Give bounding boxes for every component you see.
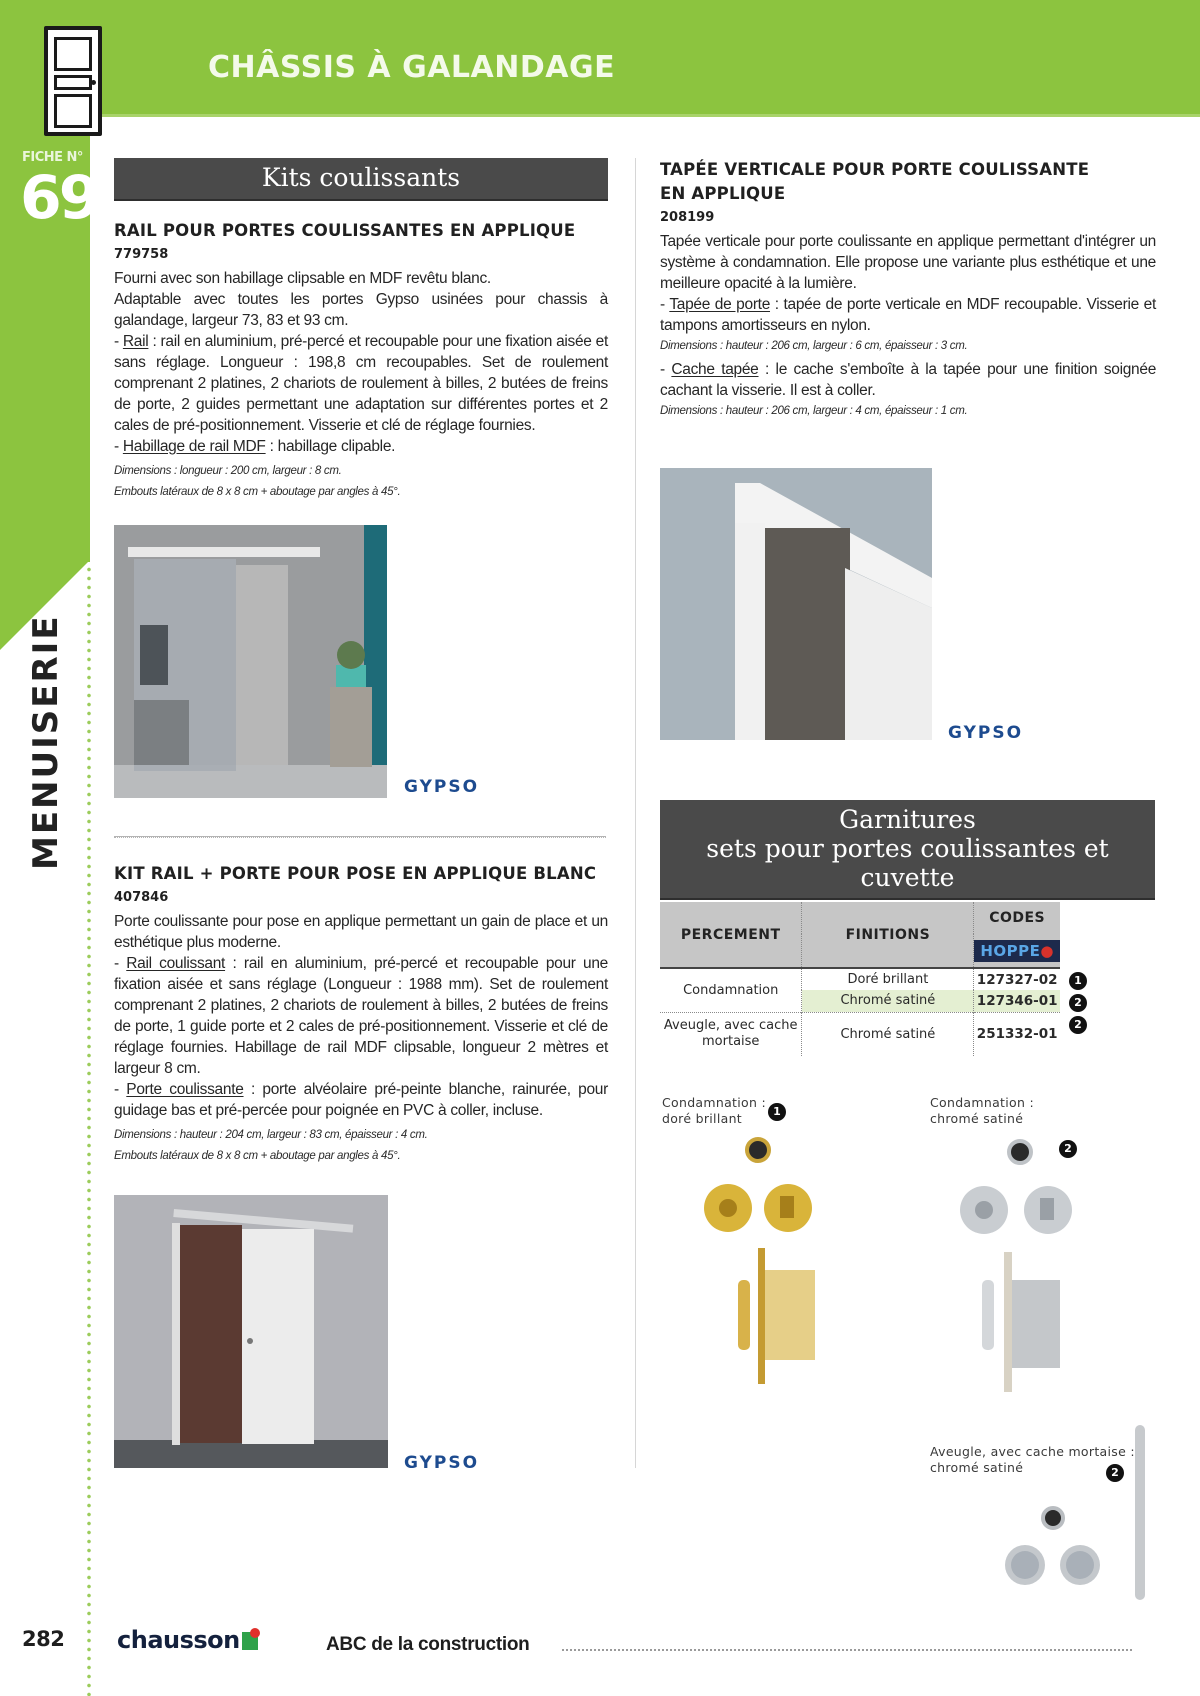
feature-text: : tapée de porte verticale en MDF recoupable. Visserie et tampons amortisseurs en nylon.: [660, 295, 1156, 334]
product-title: RAIL POUR PORTES COULISSANTES EN APPLIQUE: [114, 220, 576, 240]
product-title: [660, 158, 1156, 206]
feature-item: - Rail coulissant : rail en aluminium, pré-percé et recoupable pour une fixation aisée et sans réglage (Longueur : 1988 mm). Set de roulement comprenant 2 platines, 2 chariots de roulement à billes, 2 butées de freins de porte, 1 guide porte et 2 cales de pré-positionnement. Visserie et clé de réglage fournies. Habillage de rail MDF clipsable, longueur 2 mètres et largeur 8 cm.: [114, 954, 608, 1077]
feature-term: Rail: [122, 332, 149, 350]
cell-code: 251332-01: [974, 1012, 1060, 1056]
description-line: Adaptable avec toutes les portes Gypso usinées pour chassis à galandage, largeur 73, 83 et 93 cm.: [114, 290, 608, 329]
section-banner-garnitures: [660, 800, 1155, 900]
ref-badge: 2: [1069, 1016, 1087, 1034]
header-codes: CODES: [974, 902, 1060, 934]
header-band: [0, 0, 1200, 117]
product-rail: [114, 219, 608, 503]
feature-text: : rail en aluminium, pré-percé et recoupable pour une fixation aisée et sans réglage (Longueur : 1988 mm). Set de roulement comprenant 2 platines, 2 chariots de roulement à billes, 2 butées de freins de porte, 1 guide porte et 2 cales de pré-positionnement. Visserie et clé de réglage fournies. Habillage de rail MDF clipsable, longueur 2 mètres et largeur 8 cm.: [114, 954, 608, 1077]
description-line: Tapée verticale pour porte coulissante en applique permettant d'intégrer un système à condamnation. Elle propose une variante plus esthétique et une meilleure opacité à la lumière.: [660, 232, 1156, 292]
cell-percement: Condamnation: [660, 968, 802, 1012]
dimension-line: Embouts latéraux de 8 x 8 cm + aboutage par angles à 45°.: [114, 1149, 401, 1162]
caption-condamnation-dore: Condamnation : doré brillant: [662, 1095, 766, 1126]
sliding-glass-door-illustration: [114, 525, 387, 798]
product-description: [114, 268, 608, 457]
gold-lock-set-illustration: [690, 1130, 830, 1390]
product-dimensions: [114, 1125, 608, 1167]
feature-item: - Porte coulissante : porte alvéolaire pré-peinte blanche, rainurée, pour guidage bas et pré-percée pour poignée en PVC à coller, incluse.: [114, 1080, 608, 1119]
right-column: [660, 158, 1156, 422]
product-description: [660, 359, 1156, 401]
chausson-house-icon: [242, 1632, 258, 1650]
banner-line: sets pour portes coulissantes et cuvette: [706, 833, 1109, 892]
hoppe-logo: HOPPE●: [974, 940, 1060, 962]
product-code: 208199: [660, 209, 715, 225]
feature-term: Tapée de porte: [669, 295, 771, 313]
cell-finition: Chromé satiné: [802, 990, 974, 1012]
table-row: [660, 1012, 1060, 1056]
description-line: Fourni avec son habillage clipsable en MDF revêtu blanc.: [114, 269, 491, 287]
product-title-line: TAPÉE VERTICALE POUR PORTE COULISSANTE: [660, 160, 1090, 179]
fiche-label: FICHE N°: [22, 150, 83, 165]
product-code: 407846: [114, 889, 169, 905]
feature-term: Habillage de rail MDF: [122, 437, 266, 455]
cell-percement: Aveugle, avec cache mortaise: [660, 1012, 802, 1056]
left-column: [114, 158, 608, 503]
page-title: CHÂSSIS À GALANDAGE: [208, 50, 616, 85]
page-number: 282: [22, 1627, 65, 1651]
dimension-line: Embouts latéraux de 8 x 8 cm + aboutage par angles à 45°.: [114, 485, 401, 498]
dimension-line: Dimensions : hauteur : 204 cm, largeur : 83 cm, épaisseur : 4 cm.: [114, 1128, 428, 1141]
feature-text: : porte alvéolaire pré-peinte blanche, rainurée, pour guidage bas et pré-percée pour poignée en PVC à coller, incluse.: [114, 1080, 608, 1119]
product-photo-kit: [114, 1195, 388, 1468]
footer-dotted-rule: [562, 1649, 1132, 1651]
dimension-line: Dimensions : longueur : 200 cm, largeur : 8 cm.: [114, 464, 342, 477]
description-line: Porte coulissante pour pose en applique permettant un gain de place et un esthétique plus moderne.: [114, 912, 608, 951]
cell-code: 127346-01: [974, 990, 1060, 1012]
cell-finition: Doré brillant: [802, 968, 974, 990]
feature-item: - Tapée de porte : tapée de porte verticale en MDF recoupable. Visserie et tampons amortisseurs en nylon.: [660, 295, 1156, 334]
door-icon: [44, 26, 102, 136]
ref-badge: 2: [1069, 994, 1087, 1012]
section-banner-kits: Kits coulissants: [114, 158, 608, 201]
caption-condamnation-chrome: Condamnation : chromé satiné: [930, 1095, 1034, 1126]
header-rule: [90, 114, 1200, 117]
product-description: [114, 911, 608, 1121]
feature-term: Rail coulissant: [126, 954, 226, 972]
product-separator: [114, 836, 606, 838]
feature-text: : habillage clipable.: [265, 437, 396, 455]
ref-badge: 2: [1059, 1140, 1077, 1158]
product-kit-rail-porte: [114, 862, 608, 1167]
product-photo-rail: [114, 525, 387, 798]
header-percement: PERCEMENT: [660, 902, 802, 968]
footer-tagline: ABC de la construction: [326, 1634, 530, 1655]
feature-text: : rail en aluminium, pré-percé et recoupable pour une fixation aisée et sans réglage. Longueur : 198,8 cm recoupables. Set de roulement comprenant 2 platines, 2 chariots de roulement à billes, 2 butées de freins de porte, 2 guides permettant une adaptation sur différentes portes et 2 cales de pré-positionnement. Visserie et clé de réglage fournies.: [114, 332, 608, 434]
chrome-lock-set-illustration: [950, 1130, 1090, 1400]
feature-item: - Rail : rail en aluminium, pré-percé et recoupable pour une fixation aisée et sans réglage. Longueur : 198,8 cm recoupables. Set de roulement comprenant 2 platines, 2 chariots de roulement à billes, 2 butées de freins de porte, 2 guides permettant une adaptation sur différentes portes et 2 cales de pré-positionnement. Visserie et clé de réglage fournies.: [114, 332, 608, 434]
brand-logo-gypso: GYPSO: [948, 723, 1024, 743]
product-dimensions: Dimensions : hauteur : 206 cm, largeur : 6 cm, épaisseur : 3 cm.: [660, 339, 968, 352]
product-title-line: EN APPLIQUE: [660, 183, 786, 203]
feature-text: : le cache s'emboîte à la tapée pour une finition soignée cachant la visserie. Il est à coller.: [660, 360, 1157, 399]
sliding-white-door-illustration: [114, 1195, 388, 1468]
category-label: MENUISERIE: [26, 614, 66, 870]
fiche-number: 69: [20, 163, 98, 233]
brand-logo-gypso: GYPSO: [404, 777, 480, 797]
header-brand: [974, 934, 1060, 968]
ref-badge: 1: [768, 1103, 786, 1121]
brand-logo-gypso: GYPSO: [404, 1453, 480, 1473]
feature-term: Cache tapée: [671, 360, 759, 378]
column-divider: [635, 158, 636, 1468]
cell-code: 127327-02: [974, 968, 1060, 990]
product-dimensions: [114, 461, 608, 503]
banner-line: Garnitures: [839, 805, 976, 834]
cell-finition: Chromé satiné: [802, 1012, 974, 1056]
door-frame-illustration: [660, 468, 932, 740]
product-title: KIT RAIL + PORTE POUR POSE EN APPLIQUE BLANC: [114, 864, 597, 883]
table-row: [660, 968, 1060, 990]
ref-badge: 2: [1106, 1464, 1124, 1482]
ref-badge: 1: [1069, 972, 1087, 990]
feature-term: Porte coulissante: [126, 1080, 244, 1098]
product-code: 779758: [114, 246, 169, 262]
feature-item: - Habillage de rail MDF : habillage clipable.: [114, 437, 396, 455]
chausson-logo: chausson: [117, 1626, 258, 1654]
product-dimensions: Dimensions : hauteur : 206 cm, largeur : 4 cm, épaisseur : 1 cm.: [660, 404, 968, 417]
blind-pull-set-illustration: [1000, 1420, 1160, 1605]
feature-item: - Cache tapée : le cache s'emboîte à la tapée pour une finition soignée cachant la visserie. Il est à coller.: [660, 360, 1157, 399]
header-finitions: FINITIONS: [802, 902, 974, 968]
product-photo-tapee: [660, 468, 932, 740]
product-description: [660, 231, 1156, 336]
dotted-divider: [87, 565, 91, 1696]
garnitures-table: [660, 902, 1060, 1056]
caption-aveugle-chrome: Aveugle, avec cache mortaise : chromé satiné: [930, 1444, 1135, 1475]
